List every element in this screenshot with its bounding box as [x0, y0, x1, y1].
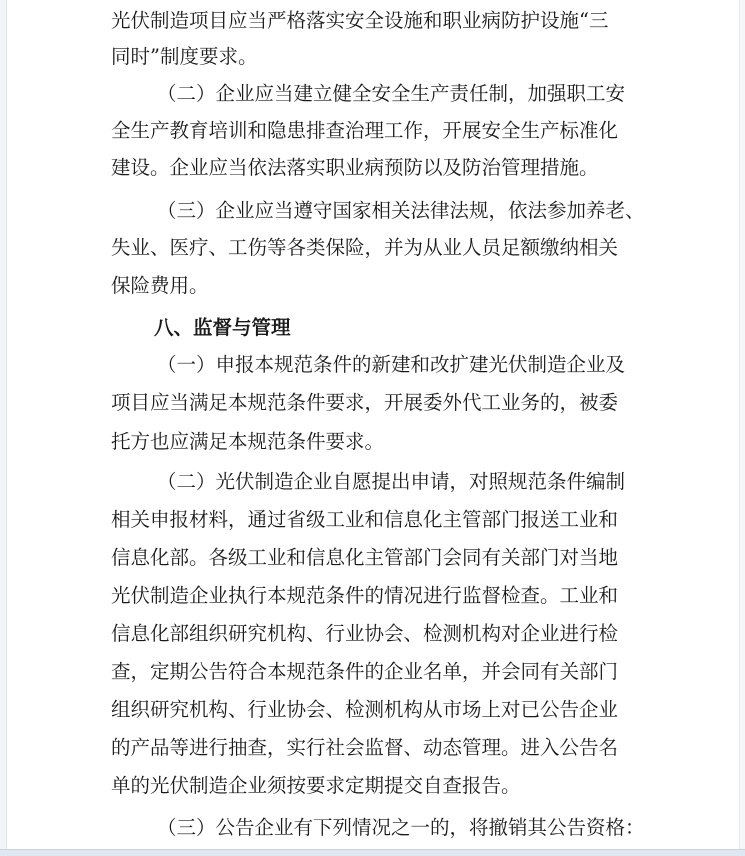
text-line: 保险费用。 — [111, 274, 209, 297]
right-page-edge — [739, 0, 745, 856]
text-line: 查，定期公告符合本规范条件的企业名单，并会同有关部门 — [111, 660, 619, 683]
text-line: 建设。企业应当依法落实职业病预防以及防治管理措施。 — [111, 156, 599, 179]
text-line: 同时”制度要求。 — [111, 45, 258, 68]
text-line: 信息化部。各级工业和信息化主管部门会同有关部门对当地 — [111, 546, 619, 569]
text-line: （一）申报本规范条件的新建和改扩建光伏制造企业及 — [157, 353, 626, 376]
text-line: 的产品等进行抽查，实行社会监督、动态管理。进入公告名 — [111, 736, 619, 759]
text-line: 组织研究机构、行业协会、检测机构从市场上对已公告企业 — [111, 698, 619, 721]
left-page-edge — [0, 0, 7, 856]
section-heading: 八、监督与管理 — [154, 316, 291, 339]
text-line: （三）企业应当遵守国家相关法律法规，依法参加养老、 — [157, 199, 645, 222]
text-line: 相关申报材料，通过省级工业和信息化主管部门报送工业和 — [111, 508, 619, 531]
viewer-bottom-bar — [0, 849, 745, 856]
text-line: 光伏制造项目应当严格落实安全设施和职业病防护设施“三 — [111, 9, 609, 32]
text-line: （三）公告企业有下列情况之一的，将撤销其公告资格： — [157, 816, 645, 839]
text-line: 信息化部组织研究机构、行业协会、检测机构对企业进行检 — [111, 622, 619, 645]
text-line: （二）企业应当建立健全安全生产责任制，加强职工安 — [157, 82, 626, 105]
text-line: 托方也应满足本规范条件要求。 — [111, 430, 385, 453]
text-line: 光伏制造企业执行本规范条件的情况进行监督检查。工业和 — [111, 584, 619, 607]
text-line: 项目应当满足本规范条件要求，开展委外代工业务的，被委 — [111, 391, 619, 414]
text-line: 单的光伏制造企业须按要求定期提交自查报告。 — [111, 774, 521, 797]
text-line: 全生产教育培训和隐患排查治理工作，开展安全生产标准化 — [111, 119, 619, 142]
text-line: 失业、医疗、工伤等各类保险，并为从业人员足额缴纳相关 — [111, 236, 619, 259]
text-line: （二）光伏制造企业自愿提出申请，对照规范条件编制 — [157, 470, 626, 493]
